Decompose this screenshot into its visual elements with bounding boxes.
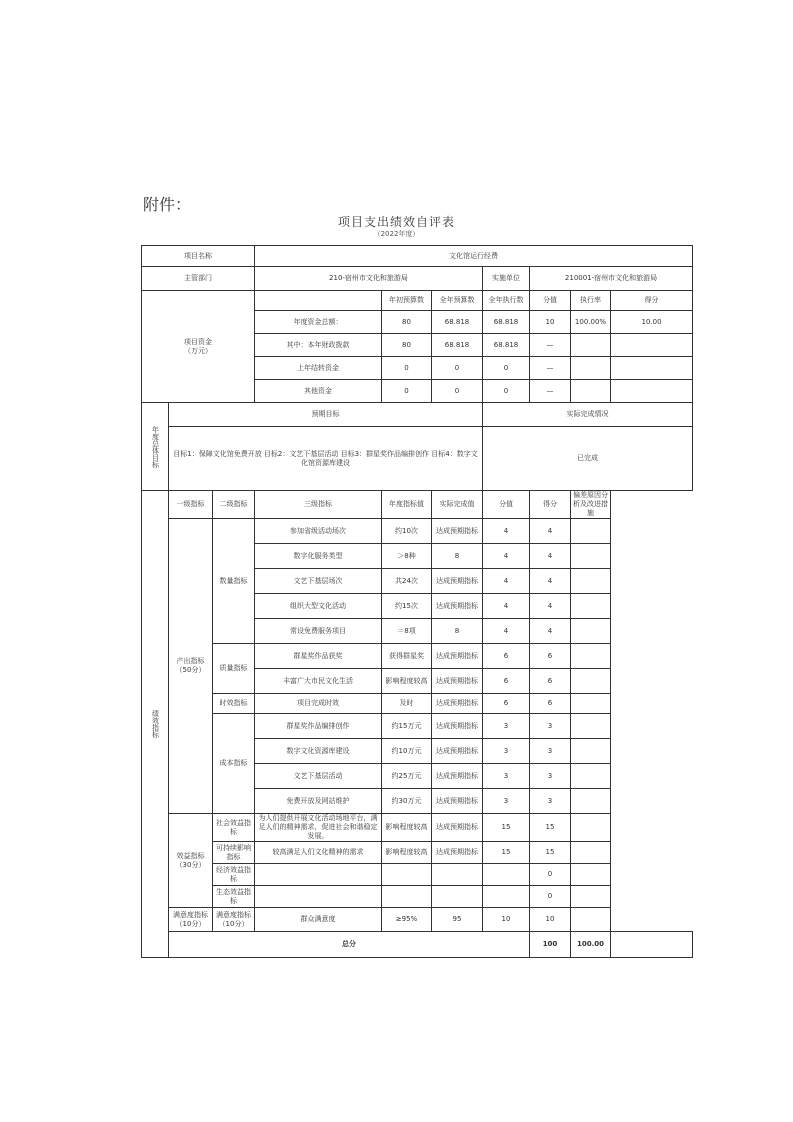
page-title: 项目支出绩效自评表 [337,215,455,229]
indicator-note [571,569,611,594]
indicator-score: 15 [483,814,530,842]
funds-cell: 80 [382,311,432,334]
project-name-label: 项目名称 [142,246,255,267]
funds-cell: 68.818 [432,311,483,334]
indicator-name: 文艺下基层活动 [255,764,382,789]
indicator-note [571,886,611,908]
funds-cell: 100.00% [571,311,611,334]
indicator-note [571,908,611,932]
funds-cell: 10.00 [611,311,693,334]
output-indicator-label: 产出指标（50分） [169,519,213,814]
timeliness-indicator-label: 时效指标 [213,694,255,714]
indicator-actual: 达成预期指标 [432,714,483,739]
benefit-sub-label: 生态效益指标 [213,886,255,908]
funds-cell: 0 [382,380,432,403]
funds-header: 执行率 [571,291,611,311]
benefit-sub-label: 社会效益指标 [213,814,255,842]
perf-header-row [142,491,693,519]
indicator-got: 6 [530,694,571,714]
funds-header: 全年预算数 [432,291,483,311]
indicator-actual: 达成预期指标 [432,814,483,842]
total-label: 总分 [169,932,530,958]
indicator-actual: 达成预期指标 [432,842,483,864]
indicator-name [255,886,382,908]
funds-label: 项目资金 （万元） [142,291,255,403]
indicator-target: 约25万元 [382,764,432,789]
indicator-note [571,864,611,886]
funds-header-row [142,291,693,311]
benefit-sub-label: 可持续影响指标 [213,842,255,864]
indicator-got: 3 [530,739,571,764]
quality-indicator-label: 质量指标 [213,644,255,694]
indicator-score: 4 [483,619,530,644]
indicator-note [571,789,611,814]
perf-header: 二级指标 [213,491,255,519]
unit-value: 210001-宿州市文化和旅游局 [530,267,693,291]
indicator-target: 约10次 [382,519,432,544]
indicator-note [571,519,611,544]
goals-expected-header: 预期目标 [169,403,483,427]
indicator-actual [432,864,483,886]
indicator-score: 3 [483,739,530,764]
dept-label: 主管部门 [142,267,255,291]
indicator-name: 项目完成时效 [255,694,382,714]
indicator-name: 免费开放及网站维护 [255,789,382,814]
quantity-indicator-label: 数量指标 [213,519,255,644]
indicator-got: 4 [530,594,571,619]
indicator-name: 数字化服务类型 [255,544,382,569]
perf-row [142,519,693,544]
indicator-note [571,814,611,842]
perf-header: 年度指标值 [382,491,432,519]
indicator-target [382,886,432,908]
indicator-name: 群星奖作品编排创作 [255,714,382,739]
indicator-note [571,694,611,714]
indicator-note [571,619,611,644]
perf-row [142,694,693,714]
satisfaction-indicator-label: 满意度指标（10分） [169,908,213,932]
indicator-score: 3 [483,714,530,739]
goals-expected-text: 目标1：保障文化馆免费开放 目标2：文艺下基层活动 目标3：群星奖作品编排创作 目标4：数字文化馆资源库建设 [169,427,483,491]
funds-cell [571,334,611,357]
indicator-got: 15 [530,814,571,842]
indicator-name: 群众满意度 [255,908,382,932]
funds-cell: 0 [483,357,530,380]
indicator-name: 群星奖作品获奖 [255,644,382,669]
perf-header: 偏差原因分析及改进措施 [571,491,611,519]
indicator-target [382,864,432,886]
indicator-target: 影响程度较高 [382,814,432,842]
indicator-score: 10 [483,908,530,932]
indicator-note [571,544,611,569]
perf-header: 三级指标 [255,491,382,519]
indicator-name: 常设免费服务项目 [255,619,382,644]
funds-header: 分值 [530,291,571,311]
indicator-actual: 达成预期指标 [432,594,483,619]
indicator-actual: 8 [432,619,483,644]
funds-row-label: 其他资金 [255,380,382,403]
indicator-target: 及时 [382,694,432,714]
total-note [611,932,693,958]
perf-row [142,908,693,932]
indicator-got: 10 [530,908,571,932]
indicator-got: 4 [530,569,571,594]
project-name-row [142,246,693,267]
indicator-target: 约15万元 [382,714,432,739]
indicator-got: 15 [530,842,571,864]
indicator-got: 0 [530,886,571,908]
funds-cell: 10 [530,311,571,334]
report-year: （2022年度） [373,230,420,238]
indicator-note [571,644,611,669]
perf-row [142,714,693,739]
funds-cell: 0 [382,357,432,380]
perf-header: 实际完成值 [432,491,483,519]
indicator-actual: 95 [432,908,483,932]
indicator-name: 较高满足人们文化精神的需求 [255,842,382,864]
funds-header-blank [255,291,382,311]
total-score: 100 [530,932,571,958]
indicator-actual: 达成预期指标 [432,789,483,814]
funds-cell: 68.818 [483,311,530,334]
indicator-note [571,594,611,619]
funds-cell: 0 [483,380,530,403]
perf-header: 分值 [483,491,530,519]
indicator-got: 4 [530,519,571,544]
indicator-score [483,886,530,908]
funds-cell: 0 [432,380,483,403]
indicator-name: 参加省级活动场次 [255,519,382,544]
indicator-actual: 达成预期指标 [432,739,483,764]
benefit-indicator-label: 效益指标（30分） [169,814,213,908]
indicator-actual: 达成预期指标 [432,569,483,594]
goals-actual-header: 实际完成情况 [483,403,693,427]
indicator-score: 3 [483,789,530,814]
indicator-target: 约15次 [382,594,432,619]
indicator-note [571,714,611,739]
indicator-actual: 8 [432,544,483,569]
goals-side-label: 年度总体目标 [142,403,169,491]
attachment-label: 附件： [143,195,192,214]
funds-row-label: 年度资金总额： [255,311,382,334]
self-evaluation-table [141,245,693,958]
indicator-actual: 达成预期指标 [432,519,483,544]
indicator-name: 为人们提供开展文化活动场地平台，满足人们的精神需求，促进社会和谐稳定发展。 [255,814,382,842]
goals-actual-text: 已完成 [483,427,693,491]
indicator-actual: 达成预期指标 [432,764,483,789]
indicator-name: 文艺下基层场次 [255,569,382,594]
funds-cell: — [530,357,571,380]
funds-row-label: 其中：本年财政拨款 [255,334,382,357]
indicator-name: 数字文化资源库建设 [255,739,382,764]
funds-cell: 68.818 [483,334,530,357]
indicator-got: 0 [530,864,571,886]
benefit-sub-label: 经济效益指标 [213,864,255,886]
indicator-score: 6 [483,669,530,694]
goals-header-row [142,403,693,427]
indicator-score: 4 [483,544,530,569]
perf-row [142,886,693,908]
indicator-score: 6 [483,644,530,669]
funds-row-label: 上年结转资金 [255,357,382,380]
indicator-score: 4 [483,569,530,594]
indicator-note [571,764,611,789]
indicator-note [571,842,611,864]
indicator-note [571,739,611,764]
indicator-target: 获得群星奖 [382,644,432,669]
funds-cell: 80 [382,334,432,357]
perf-row [142,842,693,864]
indicator-score: 4 [483,594,530,619]
satisfaction-sub-label: 满意度指标（10分） [213,908,255,932]
indicator-score: 4 [483,519,530,544]
funds-header: 全年执行数 [483,291,530,311]
indicator-target: 约30万元 [382,789,432,814]
perf-header: 一级指标 [169,491,213,519]
perf-side-label: 绩效指标 [142,491,169,958]
indicator-score: 15 [483,842,530,864]
indicator-score: 6 [483,694,530,714]
indicator-note [571,669,611,694]
indicator-score [483,864,530,886]
perf-header: 得分 [530,491,571,519]
indicator-name [255,864,382,886]
total-row [142,932,693,958]
indicator-name: 组织大型文化活动 [255,594,382,619]
funds-cell: — [530,334,571,357]
total-got: 100.00 [571,932,611,958]
funds-cell [611,334,693,357]
indicator-target: 约10万元 [382,739,432,764]
project-name-value: 文化馆运行经费 [255,246,693,267]
indicator-actual [432,886,483,908]
dept-value: 210-宿州市文化和旅游局 [255,267,483,291]
indicator-got: 4 [530,544,571,569]
funds-cell: 68.818 [432,334,483,357]
indicator-target: ≥95% [382,908,432,932]
indicator-got: 3 [530,764,571,789]
cost-indicator-label: 成本指标 [213,714,255,814]
goals-content-row [142,427,693,491]
funds-header: 年初预算数 [382,291,432,311]
indicator-actual: 达成预期指标 [432,694,483,714]
indicator-target: 影响程度较高 [382,842,432,864]
indicator-target: ＞8种 [382,544,432,569]
indicator-actual: 达成预期指标 [432,669,483,694]
funds-cell [571,380,611,403]
indicator-actual: 达成预期指标 [432,644,483,669]
indicator-got: 4 [530,619,571,644]
indicator-target: ＝8项 [382,619,432,644]
indicator-target: 共24次 [382,569,432,594]
indicator-got: 3 [530,714,571,739]
indicator-got: 6 [530,669,571,694]
unit-label: 实施单位 [483,267,530,291]
perf-row [142,644,693,669]
indicator-target: 影响程度较高 [382,669,432,694]
funds-cell: — [530,380,571,403]
funds-cell [611,357,693,380]
perf-row [142,814,693,842]
funds-cell [571,357,611,380]
funds-cell: 0 [432,357,483,380]
funds-header: 得分 [611,291,693,311]
indicator-name: 丰富广大市民文化生活 [255,669,382,694]
department-row [142,267,693,291]
indicator-got: 3 [530,789,571,814]
funds-cell [611,380,693,403]
perf-row [142,864,693,886]
indicator-score: 3 [483,764,530,789]
indicator-got: 6 [530,644,571,669]
